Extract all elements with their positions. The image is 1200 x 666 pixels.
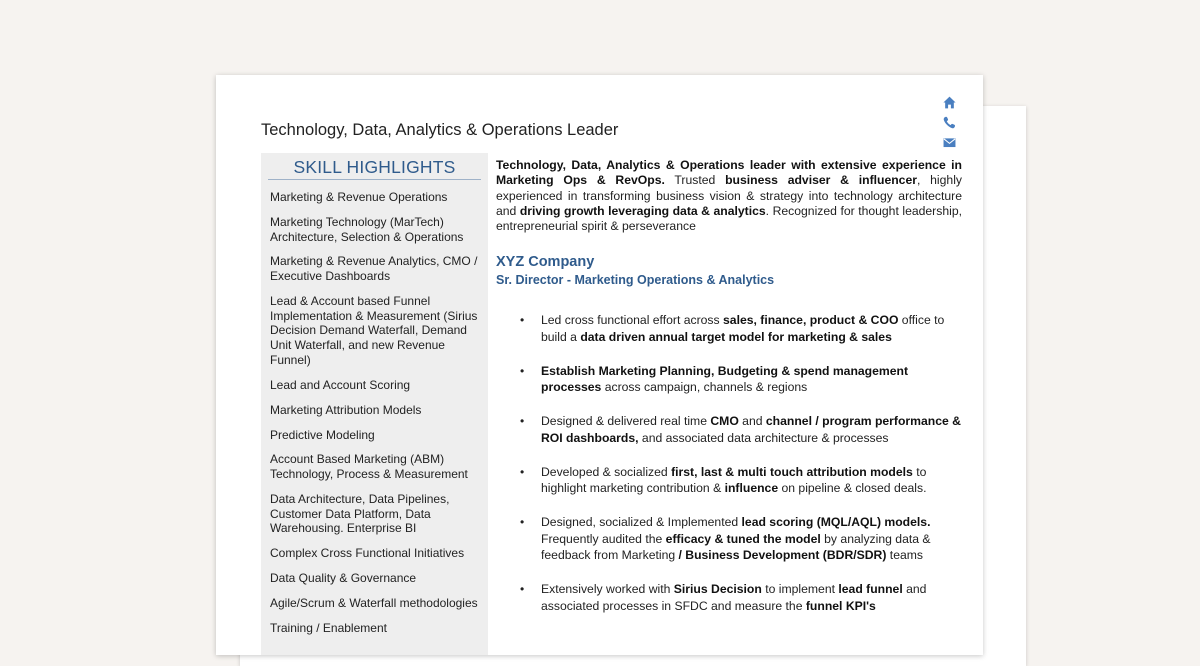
achievement-bold: CMO <box>710 414 739 429</box>
skill-list <box>261 180 488 636</box>
home-icon <box>943 96 959 116</box>
summary-bold: business adviser & influencer <box>725 173 917 188</box>
achievement-text: Designed & delivered real time <box>541 414 711 429</box>
achievement-bold: Establish Marketing Planning, Budgeting & spend management processes <box>541 363 909 395</box>
skill-item: Agile/Scrum & Waterfall methodologies <box>270 596 478 611</box>
achievement-bold: data driven annual target model for marketing & sales <box>580 329 892 344</box>
achievement-item <box>520 464 962 497</box>
skill-highlights-heading: SKILL HIGHLIGHTS <box>268 157 481 180</box>
skill-sidebar <box>261 153 488 655</box>
summary-text: Trusted <box>664 173 726 188</box>
summary-bold: driving growth leveraging data & analytics <box>519 203 766 218</box>
summary-text: , highly experienced in transforming business vision & strategy into technology architecture and <box>496 173 962 218</box>
achievement-item <box>520 581 962 614</box>
achievement-text: to implement <box>761 582 839 597</box>
skill-item: Complex Cross Functional Initiatives <box>270 546 465 561</box>
skill-item: Account Based Marketing (ABM) Technology, Process & Measurement <box>270 452 468 482</box>
achievement-text: and associated processes in SFDC and measure the <box>541 582 927 613</box>
resume-page <box>216 75 983 655</box>
achievement-text: across campaign, channels & regions <box>601 380 808 395</box>
achievement-bold: Sirius Decision <box>673 582 762 597</box>
skill-item: Data Quality & Governance <box>270 571 417 586</box>
achievement-bold: lead funnel <box>838 582 903 597</box>
skill-item: Marketing Attribution Models <box>270 402 422 417</box>
achievement-text: teams <box>886 548 923 563</box>
phone-icon <box>943 116 959 136</box>
document-title: Technology, Data, Analytics & Operations Leader <box>261 121 619 139</box>
achievement-text: Designed, socialized & Implemented <box>541 515 742 530</box>
skill-item: Lead and Account Scoring <box>270 377 411 392</box>
skill-item: Marketing Technology (MarTech) Architecture, Selection & Operations <box>270 214 464 244</box>
achievement-bold: channel / program performance & ROI dashboards, <box>541 414 961 445</box>
achievement-bold: / Business Development (BDR/SDR) <box>678 548 887 563</box>
achievement-text: Led cross functional effort across <box>541 313 724 328</box>
skill-item: Training / Enablement <box>270 621 387 636</box>
achievement-bold: influence <box>724 481 779 496</box>
skill-item: Predictive Modeling <box>270 427 375 442</box>
achievement-text: Developed & socialized <box>541 464 672 479</box>
achievement-text: and <box>738 414 766 429</box>
skill-item: Marketing & Revenue Operations <box>270 190 448 204</box>
skill-item: Lead & Account based Funnel Implementation & Measurement (Sirius Decision Demand Waterfall, Demand Unit Waterfall, and new Revenue Funnel) <box>270 294 478 367</box>
mail-icon <box>943 136 959 156</box>
summary-bold: Technology, Data, Analytics & Operations leader with extensive experience in Marketing Ops & RevOps. <box>496 158 962 188</box>
achievement-text: office to build a <box>541 313 945 344</box>
professional-summary <box>496 158 962 234</box>
achievement-text: Extensively worked with <box>541 582 674 597</box>
achievement-bold: lead scoring (MQL/AQL) models. <box>741 515 931 530</box>
achievement-item <box>520 413 962 446</box>
contact-icons <box>943 96 959 156</box>
skill-item: Data Architecture, Data Pipelines, Customer Data Platform, Data Warehousing. Enterprise BI <box>270 492 450 536</box>
achievement-item <box>520 514 962 564</box>
main-content <box>496 158 962 632</box>
achievement-text: to highlight marketing contribution & <box>541 464 927 496</box>
achievement-bold: sales, finance, product & COO <box>723 313 899 328</box>
skill-item: Marketing & Revenue Analytics, CMO / Executive Dashboards <box>270 254 478 284</box>
achievement-bold: first, last & multi touch attribution models <box>671 464 913 479</box>
achievement-list <box>496 312 962 614</box>
achievement-bold: funnel KPI's <box>805 598 876 613</box>
achievement-text: and associated data architecture & processes <box>638 430 889 445</box>
job-title: Sr. Director - Marketing Operations & Analytics <box>496 273 775 288</box>
company-name: XYZ Company <box>496 254 595 271</box>
achievement-text: Frequently audited the <box>541 531 666 546</box>
achievement-text: by analyzing data & feedback from Marketing <box>541 531 931 563</box>
achievement-item <box>520 363 962 396</box>
achievement-bold: efficacy & tuned the model <box>665 531 821 546</box>
achievement-text: on pipeline & closed deals. <box>778 481 927 496</box>
achievement-item <box>520 312 962 345</box>
summary-text: . Recognized for thought leadership, entrepreneurial spirit & perseverance <box>496 203 962 234</box>
